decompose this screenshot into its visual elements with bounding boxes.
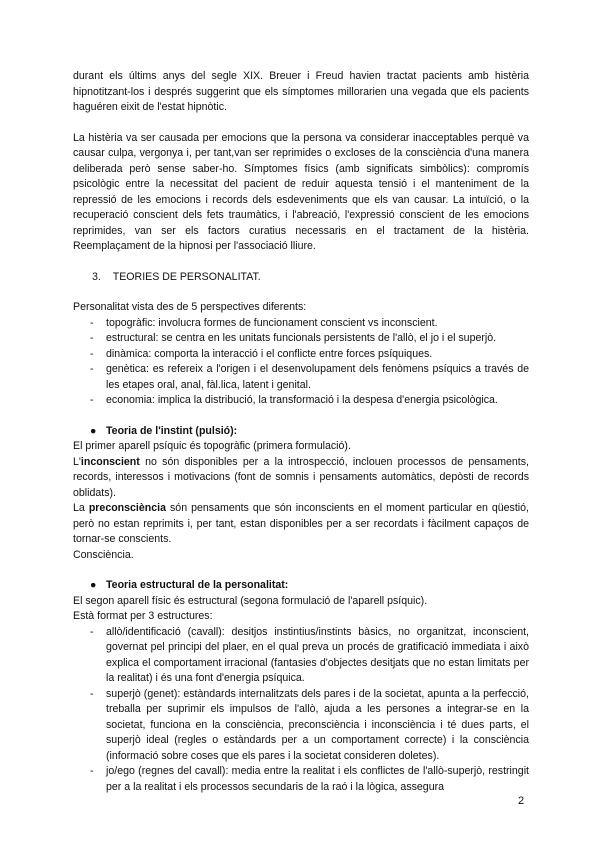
list-item: - estructural: se centra en les unitats funcionals persistents de l'allò, el jo i el superjò. bbox=[73, 331, 529, 347]
unconscious-text: no són disponibles per a la introspecció, inclouen processos de pensaments, records, interessos i motivacions (font de somnis i pensaments automàtics, depòsti de records oblidats). bbox=[73, 455, 529, 499]
topographic-line: El primer aparell psíquic és topogràfic (primera formulació). bbox=[73, 440, 351, 452]
list-item: - superjò (genet): estàndards internalitzats dels pares i de la societat, apunta a la perfecció, treballa per suprimir els impulsos de l'allò, ajuda a les persones a integrar-se en la societat, funciona en la consciència, preconsciència i inconsciència i té dues parts, el superjò ideal (regles o estàndards per a un comportament correcte) i la consciència (informació sobre coses que els pares i la societat consideren doletes). bbox=[73, 687, 529, 765]
structural-theory-title: Teoria estructural de la personalitat: bbox=[106, 579, 289, 591]
list-item: - topogràfic: involucra formes de funcionament conscient vs inconscient. bbox=[73, 316, 529, 332]
list-item: - allò/identificació (cavall): desitjos instintius/instints bàsics, no organitzat, inconscient, governat pel principi del plaer, en el qual preva un procés de gratificació immediata i això explica el comportament irracional (fantasies d'objectes desitjats que no estan limitats per la realitat) i és una font d'energia psíquica. bbox=[73, 625, 529, 687]
page-number: 2 bbox=[518, 795, 525, 807]
preconscious-text: són pensaments que són inconscients en el moment particular en qüestió, però no estan reprimits i, per tant, estan disponibles per a ser recordats i fàcilment capaços de tornar-se conscients. bbox=[73, 502, 529, 545]
section-number: 3. bbox=[92, 270, 101, 283]
list-item: - dinàmica: comporta la interacció i el conflicte entre forces psíquiques. bbox=[73, 347, 529, 363]
section-heading-personality-theories bbox=[92, 270, 529, 286]
preconscious-paragraph bbox=[73, 501, 529, 548]
list-item: - genètica: es refereix a l'origen i el desenvolupament dels fenòmens psíquics a través de les etapes oral, anal, fàl.lica, latent i genital. bbox=[73, 362, 529, 393]
paragraph-hysteria-causes: La histèria va ser causada per emocions que la persona va considerar inacceptables perquè va causar culpa, vergonya i, per tant,van ser reprimides o excloses de la consciència d'una manera deliberada però sense saber-ho. Símptomes físics (amb significats simbòlics): compromís psicològic entre la necessitat del pacient de reduir aquesta tensió i el manteniment de la repressió de les emocions i records dels esdeveniments que els van causar. La intuïció, o la recuperació conscient dels fets traumàtics, i l'abreació, l'expressió conscient de les emocions reprimides, van ser els factors curatius necessaris en el tractament de la histèria. Reemplaçament de la hipnosi per l'associació lliure. bbox=[73, 131, 529, 252]
section-title: TEORIES DE PERSONALITAT. bbox=[112, 270, 261, 283]
bullet-dot-icon: ● bbox=[90, 579, 97, 591]
structures-list bbox=[73, 625, 529, 796]
unconscious-term: inconscient bbox=[80, 455, 140, 468]
structural-line-1: El segon aparell físic és estructural (segona formulació de l'aparell psíquic). bbox=[73, 594, 428, 607]
unconscious-paragraph bbox=[73, 455, 529, 502]
paragraph-hysteria-history: durant els últims anys del segle XIX. Breuer i Freud havien tractat pacients amb histèria hipnotitzant-los i després suggerint que els símptomes millorarien una vegada que els pacients haguéren eixit de l'estat hipnòtic. bbox=[73, 70, 529, 113]
unconscious-prefix: L' bbox=[73, 455, 81, 468]
preconscious-prefix: La bbox=[73, 502, 89, 514]
structural-line-2: Està format per 3 estructures: bbox=[73, 610, 213, 622]
perspectives-intro: Personalitat vista des de 5 perspectives diferents: bbox=[73, 301, 307, 313]
document-page bbox=[73, 69, 529, 795]
preconscious-term: preconsciència bbox=[88, 502, 166, 514]
bullet-dot-icon: ● bbox=[90, 424, 97, 437]
instinct-theory-heading bbox=[73, 424, 529, 440]
list-item: - economia: implica la distribució, la transformació i la despesa d'energia psicològica. bbox=[73, 393, 529, 409]
instinct-theory-title: Teoria de l'instint (pulsió): bbox=[106, 424, 238, 437]
list-item: - jo/ego (regnes del cavall): media entre la realitat i els conflictes de l'allò-superjò, restringit per a la realitat i els processos secundaris de la raó i la lògica, assegura bbox=[73, 764, 529, 795]
consciousness-line: Consciència. bbox=[73, 548, 134, 561]
perspectives-list bbox=[73, 316, 529, 409]
structural-theory-heading bbox=[73, 578, 529, 594]
